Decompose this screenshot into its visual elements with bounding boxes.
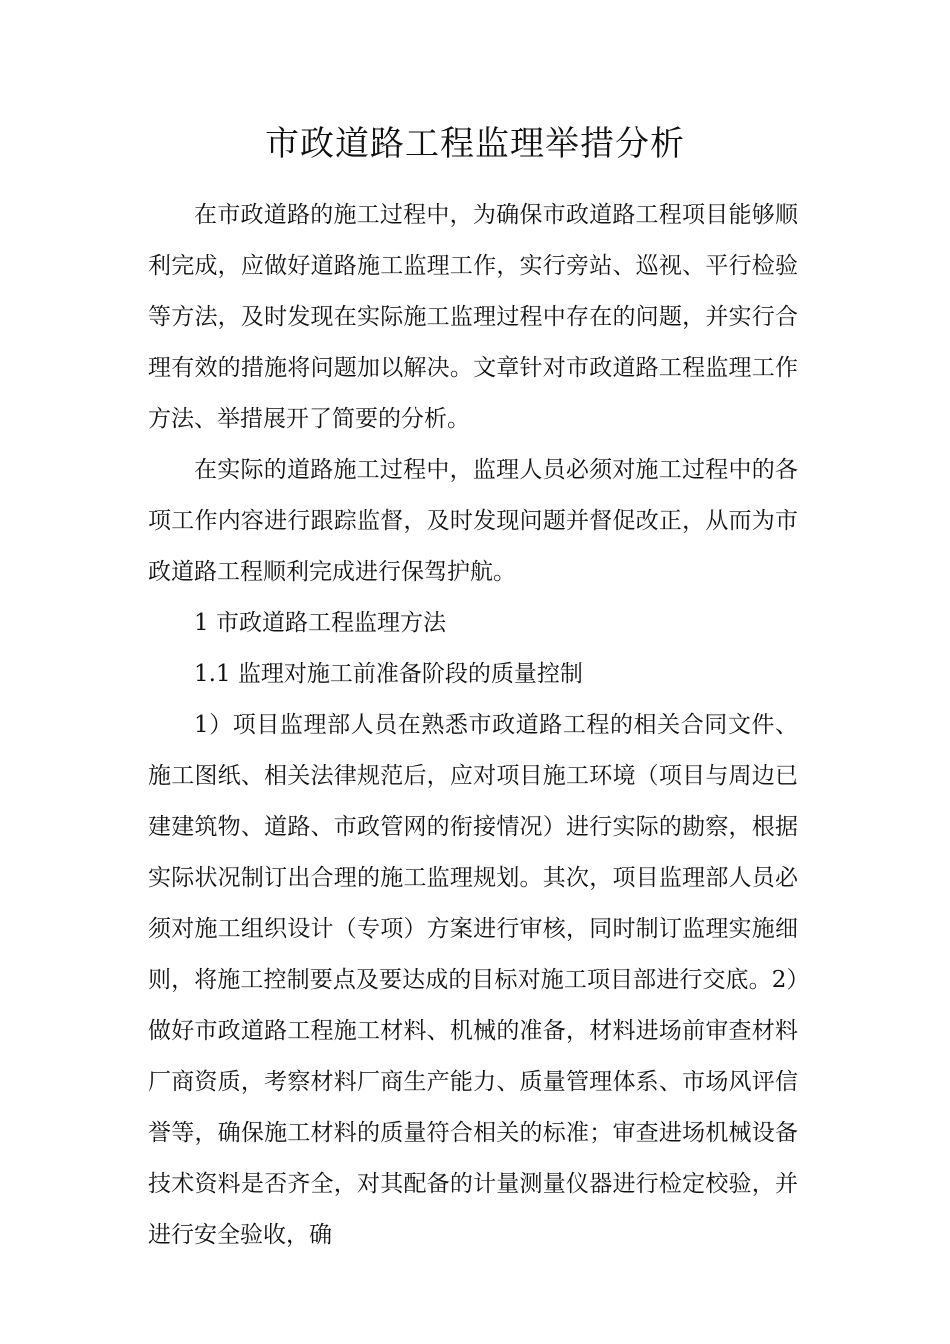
document-body	[148, 190, 798, 1261]
paragraph-section-1-1: 1）项目监理部人员在熟悉市政道路工程的相关合同文件、施工图纸、相关法律规范后，应对项目施工环境（项目与周边已建建筑物、道路、市政管网的衔接情况）进行实际的勘察，根据实际状况制订出合理的施工监理规划。其次，项目监理部人员必须对施工组织设计（专项）方案进行审核，同时制订监理实施细则，将施工控制要点及要达成的目标对施工项目部进行交底。2）做好市政道路工程施工材料、机械的准备，材料进场前审查材料厂商资质，考察材料厂商生产能力、质量管理体系、市场风评信誉等，确保施工材料的质量符合相关的标准；审查进场机械设备技术资料是否齐全，对其配备的计量测量仪器进行检定校验，并进行安全验收，确	[148, 712, 798, 1248]
document-title: 市政道路工程监理举措分析	[265, 124, 685, 164]
paragraph-context: 在实际的道路施工过程中，监理人员必须对施工过程中的各项工作内容进行跟踪监督，及时发现问题并督促改正，从而为市政道路工程顺利完成进行保驾护航。	[148, 457, 798, 585]
section-heading-1-1: 1.1 监理对施工前准备阶段的质量控制	[194, 661, 583, 687]
paragraph-intro: 在市政道路的施工过程中，为确保市政道路工程项目能够顺利完成，应做好道路施工监理工作，实行旁站、巡视、平行检验等方法，及时发现在实际施工监理过程中存在的问题，并实行合理有效的措施将问题加以解决。文章针对市政道路工程监理工作方法、举措展开了简要的分析。	[148, 202, 798, 432]
section-heading-1: 1 市政道路工程监理方法	[194, 610, 446, 636]
